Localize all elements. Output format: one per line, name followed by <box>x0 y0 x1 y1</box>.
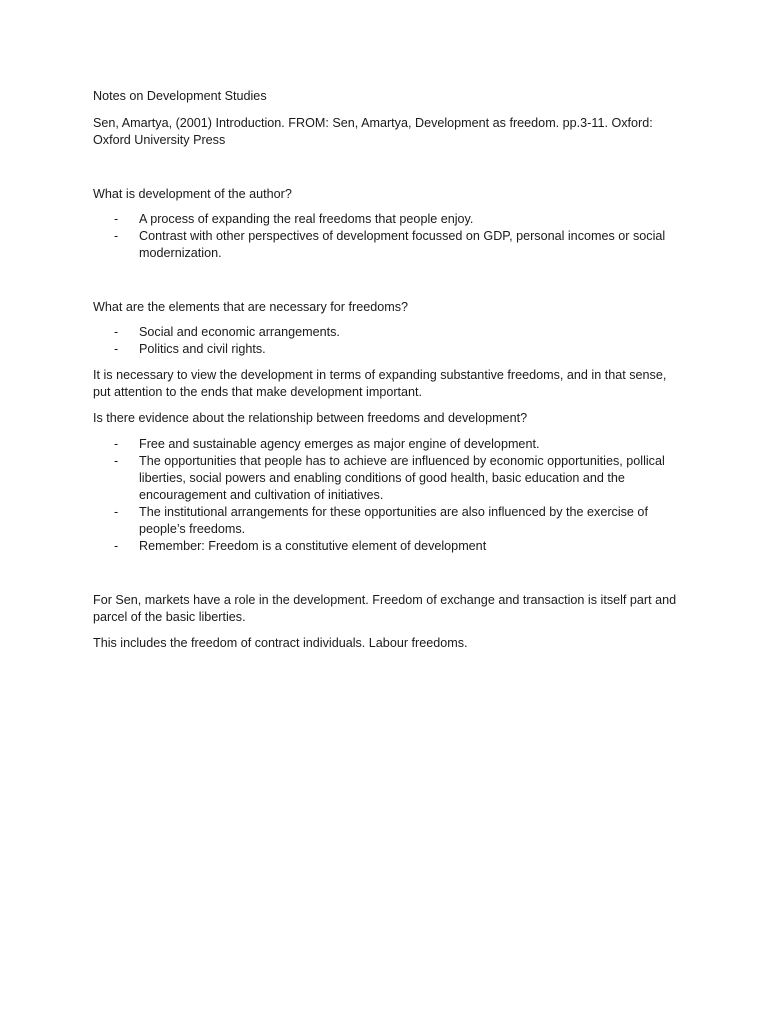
list-item <box>93 324 683 341</box>
question-development: What is development of the author? <box>93 187 292 201</box>
dash-bullet: - <box>114 325 119 339</box>
dash-bullet: - <box>114 454 119 468</box>
list-development <box>93 211 683 262</box>
list-item-text: Remember: Freedom is a constitutive element of development <box>139 539 487 553</box>
list-item-text: Politics and civil rights. <box>139 342 266 356</box>
dash-bullet: - <box>114 212 119 226</box>
dash-bullet: - <box>114 229 119 243</box>
paragraph-markets: For Sen, markets have a role in the development. Freedom of exchange and transaction is itself part and parcel of the basic liberties. <box>93 593 677 624</box>
question-evidence: Is there evidence about the relationship between freedoms and development? <box>93 411 528 425</box>
list-item-text: The institutional arrangements for these opportunities are also influenced by the exercise of people’s freedoms. <box>139 505 648 536</box>
dash-bullet: - <box>114 505 119 519</box>
list-elements <box>93 324 683 358</box>
list-item <box>93 436 683 453</box>
list-item-text: The opportunities that people has to achieve are influenced by economic opportunities, pollical liberties, social powers and enabling conditions of good health, basic education and the encouragement and cultivation of initiatives. <box>139 454 665 502</box>
document-title: Notes on Development Studies <box>93 89 267 103</box>
list-item <box>93 453 683 504</box>
dash-bullet: - <box>114 437 119 451</box>
list-item <box>93 538 683 555</box>
dash-bullet: - <box>114 342 119 356</box>
document-body <box>93 88 683 652</box>
list-item <box>93 211 683 228</box>
list-item <box>93 228 683 262</box>
dash-bullet: - <box>114 539 119 553</box>
list-item <box>93 504 683 538</box>
list-item-text: A process of expanding the real freedoms that people enjoy. <box>139 212 474 226</box>
list-item-text: Social and economic arrangements. <box>139 325 340 339</box>
list-item <box>93 341 683 358</box>
paragraph-contract: This includes the freedom of contract individuals. Labour freedoms. <box>93 636 468 650</box>
citation: Sen, Amartya, (2001) Introduction. FROM: Sen, Amartya, Development as freedom. pp.3-11. Oxford: Oxford University Press <box>93 116 653 147</box>
list-item-text: Free and sustainable agency emerges as major engine of development. <box>139 437 540 451</box>
list-item-text: Contrast with other perspectives of development focussed on GDP, personal incomes or social modernization. <box>139 229 666 260</box>
list-evidence <box>93 436 683 555</box>
question-elements: What are the elements that are necessary for freedoms? <box>93 300 408 314</box>
paragraph-substantive-freedoms: It is necessary to view the development in terms of expanding substantive freedoms, and in that sense, put attention to the ends that make development important. <box>93 368 667 399</box>
